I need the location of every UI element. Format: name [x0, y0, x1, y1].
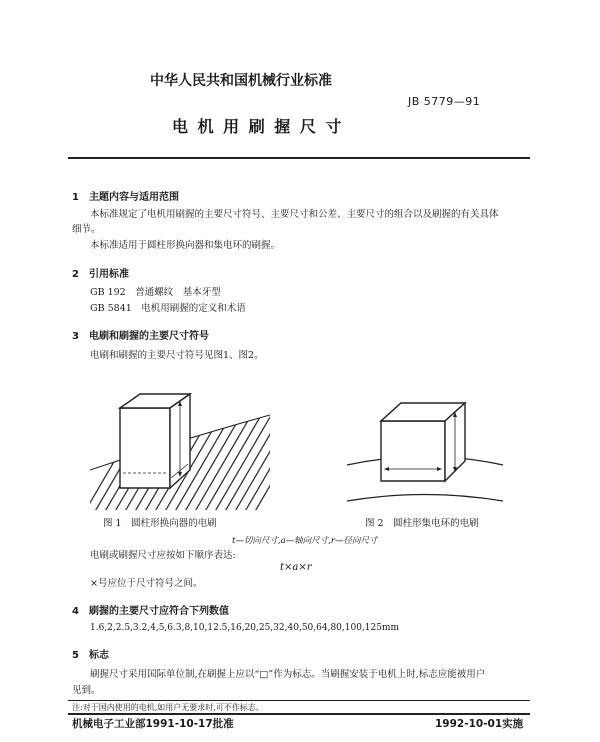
section-1-heading: 1 主题内容与适用范围 — [72, 192, 179, 203]
section-4-heading: 4 刷握的主要尺寸应符合下列数值 — [72, 606, 229, 617]
issuing-body: 中华人民共和国机械行业标准 — [150, 73, 332, 89]
standard-code: JB 5779—91 — [408, 95, 481, 108]
section-5-para-1-cont: 见到。 — [72, 685, 101, 696]
footer-rule — [68, 713, 530, 715]
document-title: 电 机 用 刷 握 尺 寸 — [172, 117, 344, 136]
effective-date: 1992-10-01实施 — [435, 718, 524, 730]
reference-gb5841: GB 5841 电机用刷握的定义和术语 — [90, 303, 246, 314]
approval-date: 机械电子工业部1991-10-17批准 — [72, 718, 234, 730]
formula-note: ×号应位于尺寸符号之间。 — [90, 578, 203, 589]
header-rule — [68, 157, 530, 159]
footnote-rule — [68, 700, 530, 701]
figure-2-slipring-brush — [345, 393, 505, 505]
section-2-heading: 2 引用标准 — [72, 269, 129, 280]
reference-gb192: GB 192 普通螺纹 基本牙型 — [90, 287, 221, 298]
section-5-para-1: 刷握尺寸采用国际单位制,在刷握上应以“□”作为标志。当刷握安装于电机上时,标志应能被用户 — [90, 669, 486, 680]
section-5-heading: 5 标志 — [72, 650, 109, 661]
section-1-para-2: 本标准适用于圆柱形换向器和集电环的刷握。 — [90, 240, 281, 251]
dimension-values: 1.6,2,2.5,3.2,4,5,6.3,8,10,12.5,16,20,25,32,40,50,64,80,100,125mm — [90, 623, 400, 633]
figure-2-caption: 图 2 圆柱形集电环的电刷 — [365, 518, 479, 529]
section-1-para-1: 本标准规定了电机用刷握的主要尺寸符号、主要尺寸和公差、主要尺寸的组合以及刷握的有关具体 — [90, 209, 499, 220]
footnote: 注:对于国内使用的电机,如用户无要求时,可不作标志。 — [72, 703, 264, 712]
figure-1-caption: 图 1 圆柱形换向器的电刷 — [103, 518, 217, 529]
order-text: 电刷或刷握尺寸应按如下顺序表达: — [90, 550, 236, 561]
dimension-legend: t—切向尺寸,a—轴向尺寸,r—径向尺寸 — [232, 536, 378, 546]
section-3-heading: 3 电刷和刷握的主要尺寸符号 — [72, 331, 209, 342]
section-1-para-1-cont: 细节。 — [72, 224, 101, 235]
section-3-intro: 电刷和刷握的主要尺寸符号见图1、图2。 — [90, 350, 264, 361]
dimension-formula: t×a×r — [280, 562, 312, 573]
figure-1-commutator-brush — [90, 380, 270, 510]
